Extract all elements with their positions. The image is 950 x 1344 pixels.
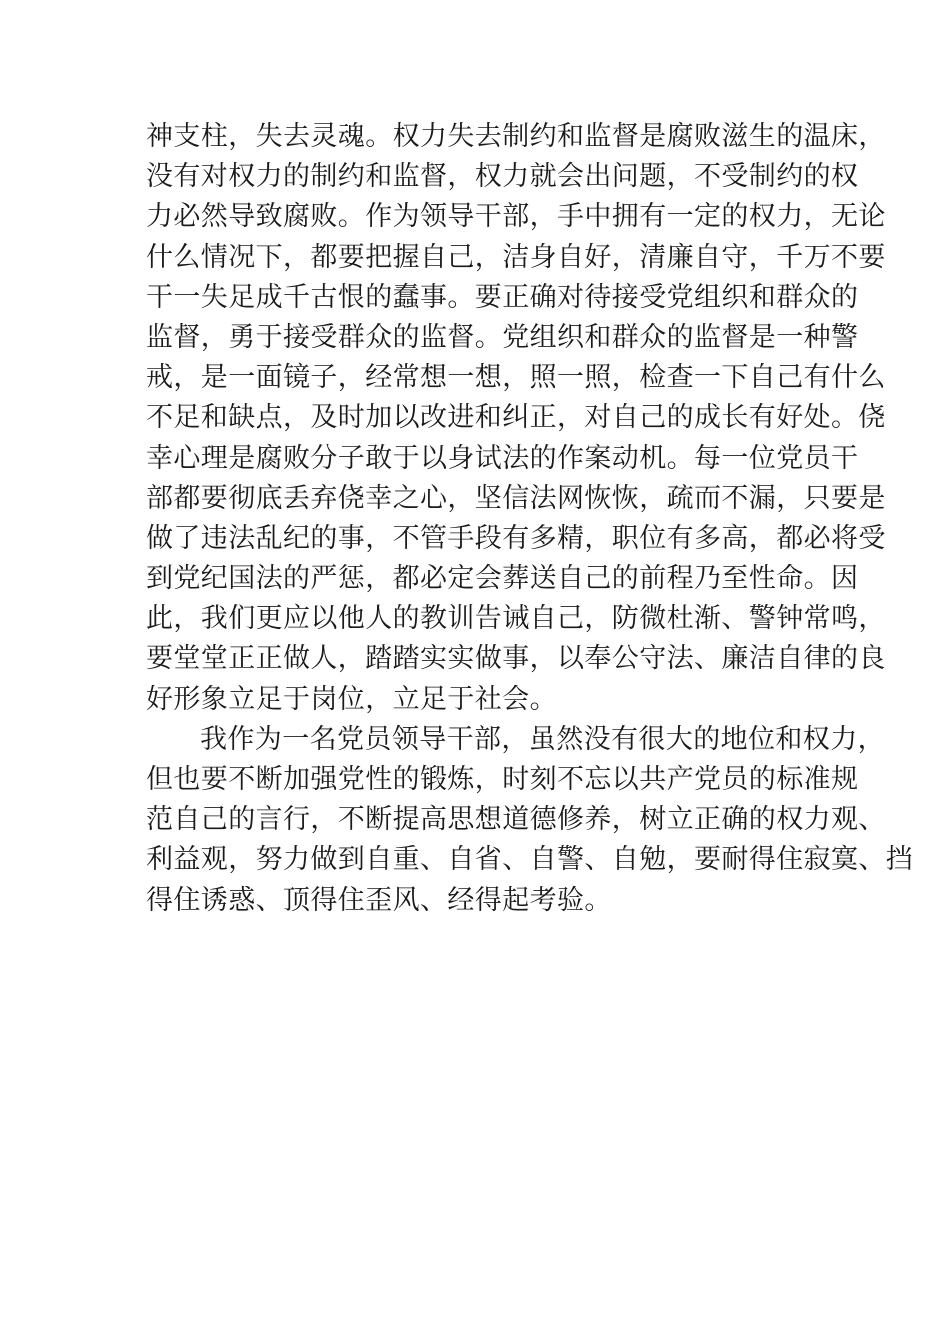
paragraph-line: 范自己的言行，不断提高思想道德修养，树立正确的权力观、 — [146, 804, 886, 836]
paragraph-line: 但也要不断加强党性的锻炼，时刻不忘以共产党员的标准规 — [146, 764, 859, 795]
paragraph-line: 神支柱，失去灵魂。权力失去制约和监督是腐败滋生的温床， — [146, 121, 886, 152]
paragraph-line: 干一失足成千古恨的蠢事。要正确对待接受党组织和群众的 — [146, 281, 859, 313]
paragraph-line: 利益观，努力做到自重、自省、自警、自勉，要耐得住寂寞、挡 — [146, 844, 914, 876]
paragraph-line: 幸心理是腐败分子敢于以身试法的作案动机。每一位党员干 — [146, 442, 859, 474]
paragraph-line: 要堂堂正正做人，踏踏实实做事，以奉公守法、廉洁自律的良 — [146, 643, 886, 675]
paragraph-line: 此，我们更应以他人的教训告诫自己，防微杜渐、警钟常鸣， — [146, 603, 886, 635]
paragraph-line: 做了违法乱纪的事，不管手段有多精，职位有多高，都必将受 — [146, 522, 886, 554]
paragraph-line: 戒，是一面镜子，经常想一想，照一照，检查一下自己有什么 — [146, 362, 886, 394]
paragraph-line: 不足和缺点，及时加以改进和纠正，对自己的成长有好处。侥 — [146, 402, 886, 434]
paragraph-line: 监督，勇于接受群众的监督。党组织和群众的监督是一种警 — [146, 321, 859, 353]
paragraph-line: 没有对权力的制约和监督，权力就会出问题，不受制约的权 — [146, 161, 859, 193]
paragraph-2 — [146, 720, 914, 921]
paragraph-line: 到党纪国法的严惩，都必定会葬送自己的前程乃至性命。因 — [146, 563, 859, 595]
paragraph-line: 好形象立足于岗位，立足于社会。 — [146, 683, 557, 715]
paragraph-line: 我作为一名党员领导干部，虽然没有很大的地位和权力， — [200, 723, 885, 755]
paragraph-1 — [146, 117, 886, 720]
document-body — [146, 117, 914, 921]
paragraph-line: 力必然导致腐败。作为领导干部，手中拥有一定的权力，无论 — [146, 201, 886, 233]
paragraph-line: 得住诱惑、顶得住歪风、经得起考验。 — [146, 884, 612, 916]
paragraph-line: 部都要彻底丢弃侥幸之心，坚信法网恢恢，疏而不漏，只要是 — [146, 482, 886, 514]
paragraph-line: 什么情况下，都要把握自己，洁身自好，清廉自守，千万不要 — [146, 241, 886, 273]
